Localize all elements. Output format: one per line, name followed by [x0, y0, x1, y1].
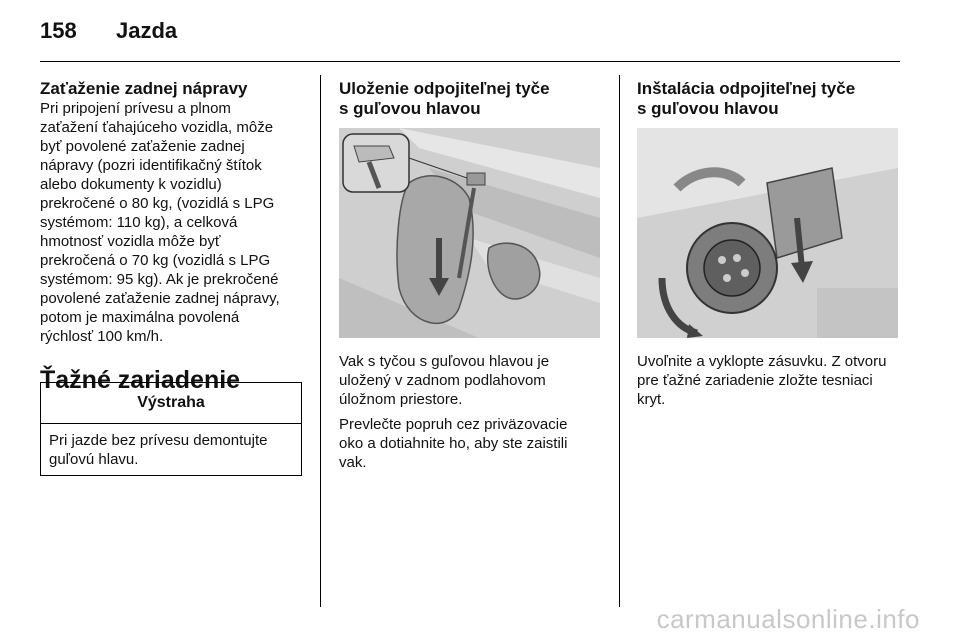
rear-axle-text — [40, 99, 310, 346]
warning-line: Pri jazde bez prívesu demontujte — [49, 432, 268, 449]
text-line: potom je maximálna povolená — [40, 309, 240, 326]
text-line: vak. — [339, 454, 367, 471]
text-line: hmotnosť vozidla môže byť — [40, 233, 221, 250]
text-line: pre ťažné zariadenie zložte tesniaci — [637, 372, 873, 389]
section-title: Jazda — [116, 18, 178, 43]
text-line: prekročená o 70 kg (vozidlá s LPG — [40, 252, 271, 269]
watermark: carmanualsonline.info — [656, 604, 920, 634]
warning-body — [41, 424, 301, 476]
text-line: kryt. — [637, 391, 666, 408]
text-line: prekročené o 80 kg, (vozidlá s LPG — [40, 195, 275, 212]
header-rule — [40, 61, 900, 62]
installation-heading — [637, 79, 902, 119]
column-3 — [637, 79, 902, 119]
text-line: systémom: 110 kg), a celková — [40, 214, 238, 231]
text-line: Pri pripojení prívesu a plnom — [40, 100, 231, 117]
text-line: oko a dotiahnite ho, aby ste zaistili — [339, 435, 568, 452]
heading-line: s guľovou hlavou — [637, 99, 779, 118]
installation-illustration-svg — [637, 128, 898, 338]
column-divider-1 — [320, 75, 321, 607]
towing-section-title: Ťažné zariadenie — [40, 366, 241, 394]
text-line: Vak s tyčou s guľovou hlavou je — [339, 353, 550, 370]
storage-heading — [339, 79, 604, 119]
column-2 — [339, 79, 604, 119]
text-line: úložnom priestore. — [339, 391, 463, 408]
heading-line: Inštalácia odpojiteľnej tyče — [637, 79, 856, 98]
text-line: systémom: 95 kg). Ak je prekročené — [40, 271, 279, 288]
text-line: zaťažení ťahajúceho vozidla, môže — [40, 119, 274, 136]
storage-illustration-svg — [339, 128, 600, 338]
text-line: Prevlečte popruh cez priväzovacie — [339, 416, 568, 433]
text-line: Uvoľnite a vyklopte zásuvku. Z otvoru — [637, 353, 887, 370]
text-line: rýchlosť 100 km/h. — [40, 328, 164, 345]
warning-line: guľovú hlavu. — [49, 451, 139, 468]
storage-illustration — [339, 128, 600, 338]
heading-line: Uloženie odpojiteľnej tyče — [339, 79, 550, 98]
text-line: uložený v zadnom podlahovom — [339, 372, 546, 389]
text-line: byť povolené zaťaženie zadnej — [40, 138, 245, 155]
column-1 — [40, 79, 310, 395]
text-line: nápravy (pozri identifikačný štítok — [40, 157, 262, 174]
rear-axle-heading: Zaťaženie zadnej nápravy — [40, 79, 248, 98]
text-line: povolené zaťaženie zadnej nápravy, — [40, 290, 280, 307]
installation-text — [637, 352, 907, 409]
installation-illustration — [637, 128, 898, 338]
warning-title: Výstraha — [41, 383, 301, 424]
warning-box — [40, 382, 302, 476]
column-divider-2 — [619, 75, 620, 607]
page-header — [40, 18, 177, 44]
page-number: 158 — [40, 18, 77, 43]
heading-line: s guľovou hlavou — [339, 99, 481, 118]
text-line: alebo dokumenty k vozidlu) — [40, 176, 222, 193]
storage-text — [339, 352, 609, 472]
